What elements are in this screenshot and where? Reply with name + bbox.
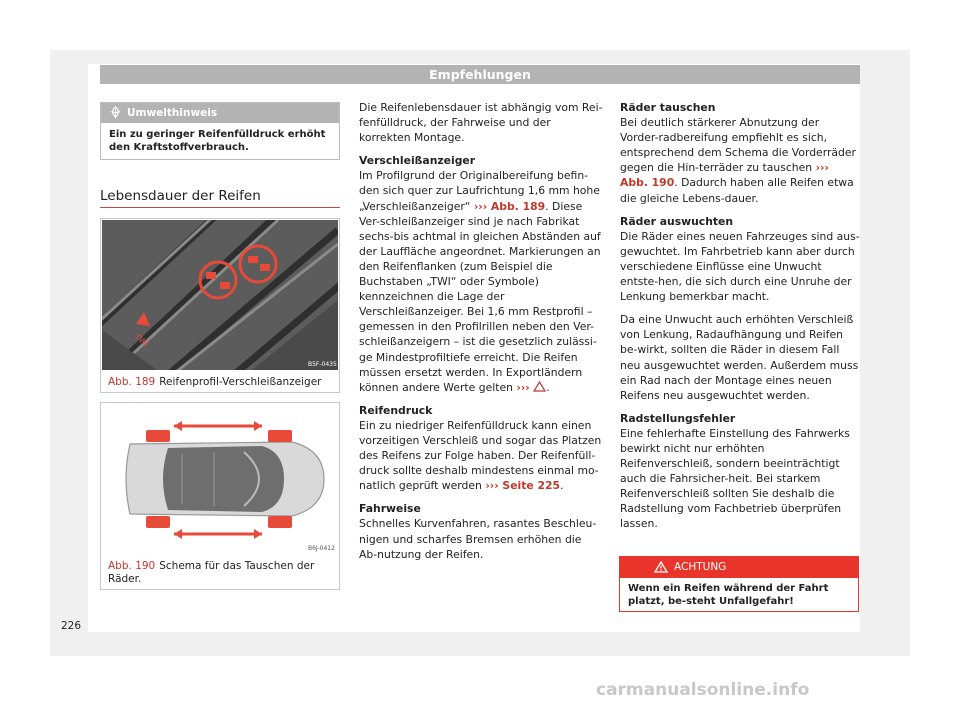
car-illustration <box>102 404 338 554</box>
page-number: 226 <box>61 620 82 632</box>
alignment-heading: Radstellungsfehler <box>620 411 736 425</box>
warning-text: Wenn ein Reifen während der Fahrt platzt, be-steht Unfallgefahr! <box>628 583 829 607</box>
chapter-header: Empfehlungen <box>100 65 860 84</box>
intro-paragraph: Die Reifenlebensdauer ist abhängig vom Rei-fenfülldruck, der Fahrweise und der korrekten Montage. <box>359 101 603 145</box>
warning-box <box>619 556 859 612</box>
environment-note-text: Ein zu geringer Reifenfülldruck erhöht den Kraftstoffverbrauch. <box>109 129 326 153</box>
swap-text: Bei deutlich stärkerer Abnutzung der Vorder-radbereifung empfiehlt es sich, entsprechend dem Schema die Vorderräder gegen die Hin-terräder zu tauschen <box>620 116 856 175</box>
swap-heading: Räder tauschen <box>620 101 716 114</box>
figure-tread-wear-indicator <box>100 218 340 393</box>
wear-text: Im Profilgrund der Originalbereifung befin-den sich quer zur Laufrichtung 1,6 mm hohe „Verschleißanzeiger“ <box>359 169 600 213</box>
pressure-text: . <box>560 479 564 493</box>
warning-triangle-icon <box>654 561 668 573</box>
pressure-text: Ein zu niedriger Reifenfülldruck kann einen vorzeitigen Verschleiß und sogar das Platzen des Reifens zur Folge haben. Der Reifenfüll-druck sollte deshalb mindestens einmal mo-natlich geprüft werden <box>359 418 602 493</box>
wear-indicator-heading: Verschleißanzeiger <box>359 154 476 168</box>
warning-link[interactable]: ››› <box>516 380 530 394</box>
pressure-heading: Reifendruck <box>359 403 433 417</box>
warning-triangle-icon <box>533 381 546 392</box>
driving-text: Schnelles Kurvenfahren, rasantes Beschleu-nigen und scharfes Bremsen erhöhen die Ab-nutzung der Reifen. <box>359 517 597 561</box>
text-column-right <box>620 100 860 540</box>
figure-wheel-rotation <box>100 402 340 590</box>
leaf-icon <box>109 106 122 119</box>
figure-189-link[interactable]: ››› Abb. 189 <box>473 199 546 213</box>
watermark: carmanualsonline.info <box>596 680 810 700</box>
figure-caption-text: Schema für das Tauschen der Räder. <box>108 560 315 585</box>
pressure-section <box>359 403 603 494</box>
figure-number: Abb. 190 <box>108 560 156 572</box>
swap-section <box>620 100 860 206</box>
alignment-text: Eine fehlerhafte Einstellung des Fahrwerks bewirkt nicht nur erhöhten Reifenverschleiß, sondern beeinträchtigt auch die Fahrsicher-heit. Bei starkem Reifenverschleiß sollten Sie deshalb die Radstellung vom Fachbetrieb überprüfen lassen. <box>620 426 850 531</box>
section-title: Lebensdauer der Reifen <box>100 188 261 204</box>
figure-code: B6J-0412 <box>308 545 335 552</box>
figure-caption <box>108 560 334 586</box>
balance-text: Die Räder eines neuen Fahrzeuges sind aus-gewuchtet. Im Fahrbetrieb kann aber durch verschiedene Einflüsse eine Unwucht entste-hen, die sich durch eine Unruhe der Lenkung bemerkbar macht. <box>620 229 860 304</box>
balance-section <box>620 214 860 305</box>
balance-heading: Räder auswuchten <box>620 214 734 228</box>
swap-text: . Dadurch haben alle Reifen etwa die gleiche Lebens-dauer. <box>620 176 854 205</box>
figure-code: B5F-0435 <box>308 361 337 368</box>
warning-title: ACHTUNG <box>674 561 727 573</box>
figure-caption-text: Reifenprofil-Verschleißanzeiger <box>159 376 322 388</box>
alignment-section <box>620 411 860 532</box>
figure-number: Abb. 189 <box>108 376 156 388</box>
figure-caption <box>108 376 322 389</box>
tread-illustration <box>102 220 338 370</box>
figure-190-link[interactable]: ››› Abb. 190 <box>620 161 829 190</box>
page-225-link[interactable]: ››› Seite 225 <box>485 479 560 493</box>
environment-note-header <box>101 103 339 123</box>
environment-note-title: Umwelthinweis <box>127 107 218 119</box>
section-divider <box>100 207 340 208</box>
driving-heading: Fahrweise <box>359 502 421 516</box>
twi-mark-label: TWI <box>132 332 151 349</box>
balance-paragraph-2: Da eine Unwucht auch erhöhten Verschleiß von Lenkung, Radaufhängung und Reifen be-wirkt, sollten die Räder in diesem Fall neu ausgewuchtet werden. Außerdem muss ein Rad nach der Montage eines neuen Reifens neu ausgewuchtet werden. <box>620 313 859 402</box>
wear-text: . Diese Ver-schleißanzeiger sind je nach Fabrikat sechs-bis achtmal in gleichen Abständen auf der Lauffläche angeordnet. Markierungen an den Reifenflanken (zum Beispiel die Buchstaben „TWI“ oder Symbole) kennzeichnen die Lage der Verschleißanzeiger. Bei 1,6 mm Restprofil – gemessen in den Profilrillen neben den Ver-schleißanzeigern – ist die gesetzlich zulässi-ge Mindestprofiltiefe erreicht. Die Reifen müssen ersetzt werden. In Exportländern können andere Werte gelten <box>359 199 601 394</box>
driving-section <box>359 501 603 561</box>
text-column-middle <box>359 100 603 570</box>
wear-indicator-section: Verschleißanzeiger Im Profilgrund der Originalbereifung befin-den sich quer zur Laufrichtung 1,6 mm hohe „Verschleißanzeiger“ ››› Abb. 189. Diese Ver-schleißanzeiger sind je nach Fabrikat sechs-bis achtmal in gleichen Abständen auf der Lauffläche angeordnet. Markierungen an den Reifenflanken (zum Beispiel die Buchstaben „TWI“ oder Symbole) kennzeichnen die Lage der Verschleißanzeiger. Bei 1,6 mm Restprofil – gemessen in den Profilrillen neben den Ver-schleißanzeigern – ist die gesetzlich zulässi-ge Mindestprofiltiefe erreicht. Die Reifen müssen ersetzt werden. In Exportländern können andere Werte gelten ››› . <box>359 153 603 395</box>
environment-note <box>100 102 340 160</box>
warning-header <box>620 557 858 578</box>
